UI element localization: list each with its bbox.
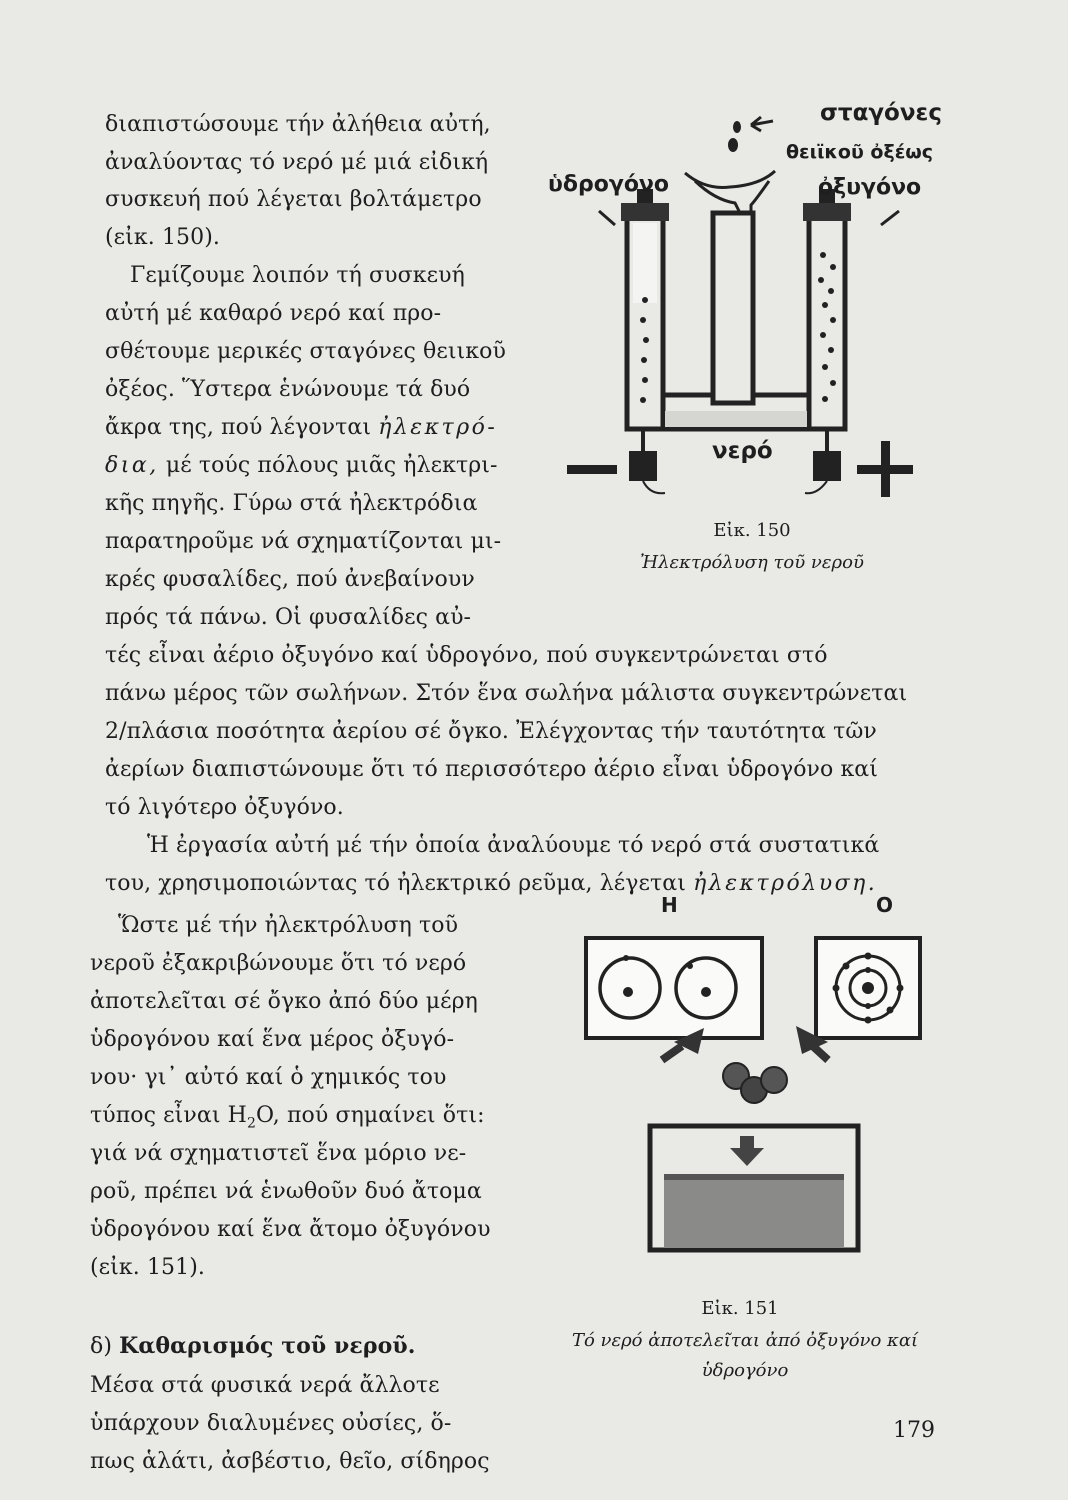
text-line — [105, 452, 498, 480]
heading-text: Καθαρισμός τοῦ νεροῦ. — [119, 1333, 416, 1359]
text-line: ὑπάρχουν διαλυμένες οὐσίες, ὅ- — [90, 1411, 452, 1436]
water-molecule-icon — [723, 1063, 787, 1103]
figure-151-caption-2: ὑδρογόνο — [701, 1360, 789, 1381]
label-o: O — [876, 893, 894, 917]
term-electrolysis: ἠλεκτρόλυση. — [693, 871, 878, 896]
figure-151-number: Εἰκ. 151 — [701, 1298, 779, 1319]
text-line: νου· γι᾽ αὐτό καί ὁ χημικός του — [90, 1065, 447, 1090]
text-line — [90, 1102, 485, 1137]
text-line: Ὥστε μέ τήν ἠλεκτρόλυση τοῦ — [118, 913, 459, 938]
figure-151-caption: Τό νερό ἀποτελεῖται ἀπό ὀξυγόνο καί — [571, 1330, 919, 1351]
text-line: ἀερίων διαπιστώνουμε ὅτι τό περισσότερο ἀέριο εἶναι ὑδρογόνο καί — [105, 757, 878, 782]
text-line: (εἰκ. 151). — [90, 1255, 206, 1280]
text-line: κρές φυσαλίδες, πού ἀνεβαίνουν — [105, 567, 475, 592]
text-line: γιά νά σχηματιστεῖ ἕνα μόριο νε- — [90, 1141, 467, 1166]
text-line: τό λιγότερο ὀξυγόνο. — [105, 795, 344, 820]
minus-icon — [567, 465, 617, 474]
text-line: ροῦ, πρέπει νά ἑνωθοῦν δυό ἄτομα — [90, 1179, 482, 1204]
arrow-down-icon — [730, 1136, 764, 1166]
acid-drop-icon — [733, 121, 741, 133]
text-span: ἄκρα της, πού λέγονται — [105, 415, 372, 440]
text-line: συσκευή πού λέγεται βολτάμετρο — [105, 187, 482, 212]
label-water: νερό — [712, 438, 773, 464]
term-electrodes: ἠλεκτρό- — [378, 415, 498, 440]
text-line — [105, 414, 497, 442]
text-line: ἀποτελεῖται σέ ὄγκο ἀπό δύο μέρη — [90, 989, 478, 1014]
text-line: πρός τά πάνω. Οἱ φυσαλίδες αὐ- — [105, 605, 472, 630]
text-span: τύπος εἶναι H — [90, 1103, 247, 1128]
text-line: ὑδρογόνου καί ἕνα μέρος ὀξυγό- — [90, 1027, 455, 1052]
text-line — [105, 870, 877, 898]
text-line: Μέσα στά φυσικά νερά ἄλλοτε — [90, 1373, 440, 1398]
text-line: παρατηροῦμε νά σχηματίζονται μι- — [105, 529, 502, 554]
text-line: αὐτή μέ καθαρό νερό καί προ- — [105, 301, 442, 326]
text-line: πως ἁλάτι, ἀσβέστιο, θεῖο, σίδηρος — [90, 1449, 490, 1474]
text-line: Γεμίζουμε λοιπόν τή συσκευή — [130, 263, 465, 288]
figure-150-number: Εἰκ. 150 — [713, 520, 791, 541]
figure-151-atoms — [582, 930, 942, 1270]
label-hydrogen: ὑδρογόνο — [548, 172, 670, 197]
acid-drop-icon — [728, 138, 738, 152]
text-line: ἀναλύοντας τό νερό μέ μιά εἰδική — [105, 150, 489, 175]
label-h: H — [661, 893, 678, 917]
text-line: ὑδρογόνου καί ἕνα ἄτομο ὀξυγόνου — [90, 1217, 491, 1242]
text-span: μέ τούς πόλους μιᾶς ἠλεκτρι- — [165, 453, 498, 478]
section-heading — [90, 1332, 415, 1361]
label-acid-drops-2: θειϊκοῦ ὀξέως — [786, 141, 934, 163]
text-line: διαπιστώσουμε τήν ἀλήθεια αὐτή, — [105, 112, 491, 137]
plus-icon — [857, 441, 913, 497]
text-line: σθέτουμε μερικές σταγόνες θειικοῦ — [105, 339, 506, 364]
text-span: του, χρησιμοποιώντας τό ἠλεκτρικό ρεῦμα, λέγεται — [105, 871, 686, 896]
text-line: νεροῦ ἐξακριβώνουμε ὅτι τό νερό — [90, 951, 467, 976]
subscript: 2 — [246, 1115, 256, 1132]
figure-150-caption: Ἠλεκτρόλυση τοῦ νεροῦ — [640, 552, 864, 573]
page-number: 179 — [893, 1418, 935, 1443]
text-line: Ἡ ἐργασία αὐτή μέ τήν ὁποία ἀναλύουμε τό νερό στά συστατικά — [147, 833, 880, 858]
text-span: δ) — [90, 1334, 113, 1359]
text-line: 2/πλάσια ποσότητα ἀερίου σέ ὄγκο. Ἐλέγχοντας τήν ταυτότητα τῶν — [105, 719, 877, 744]
term-electrodes-end: δια, — [105, 453, 159, 478]
text-line: ὀξέος. Ὕστερα ἑνώνουμε τά δυό — [105, 377, 471, 402]
text-span: O, πού σημαίνει ὅτι: — [255, 1103, 485, 1128]
text-line: πάνω μέρος τῶν σωλήνων. Στόν ἕνα σωλήνα μάλιστα συγκεντρώνεται — [105, 681, 908, 706]
text-line: τές εἶναι ἀέριο ὀξυγόνο καί ὑδρογόνο, πού συγκεντρώνεται στό — [105, 643, 828, 668]
label-oxygen: ὀξυγόνο — [818, 175, 922, 200]
label-acid-drops: σταγόνες — [820, 100, 942, 126]
text-line: κῆς πηγῆς. Γύρω στά ἠλεκτρόδια — [105, 491, 478, 516]
text-line: (εἰκ. 150). — [105, 225, 221, 250]
